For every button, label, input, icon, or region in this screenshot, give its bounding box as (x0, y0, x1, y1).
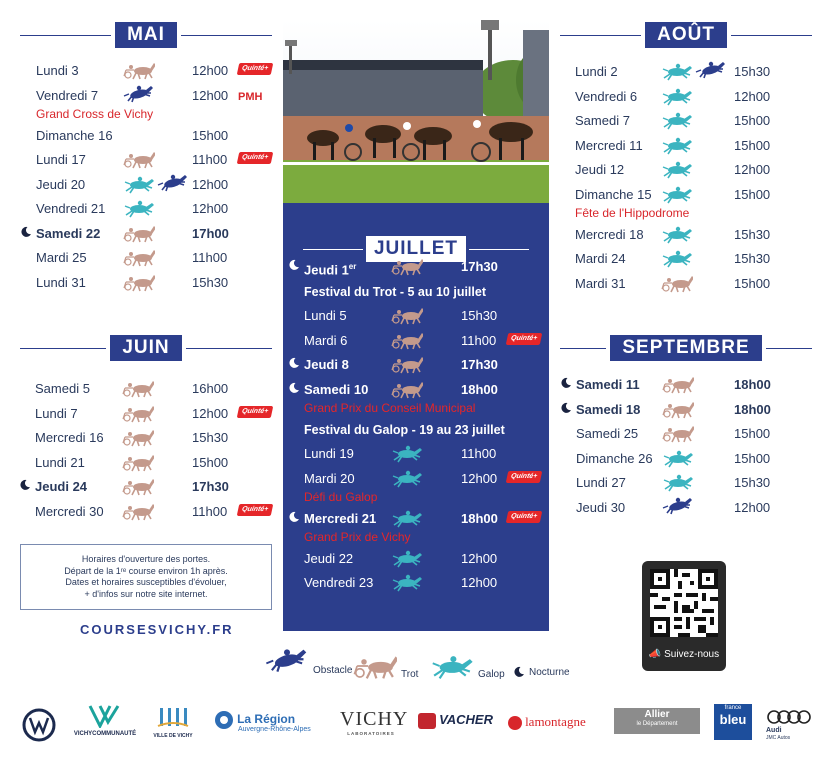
galop-icon (661, 110, 693, 130)
race-time: 18h00 (461, 381, 498, 397)
race-day: Samedi 7 (575, 113, 630, 128)
race-time: 12h00 (734, 162, 771, 177)
race-type-icons (661, 248, 693, 268)
moon-icon (19, 478, 31, 490)
month-title-juillet: JUILLET (366, 236, 466, 262)
race-row (576, 497, 812, 522)
qr-code[interactable] (650, 569, 718, 637)
race-day: Mardi 6 (304, 332, 348, 348)
race-type-icons (123, 85, 155, 105)
juillet-divider-left (303, 249, 363, 250)
race-day: Samedi 22 (36, 225, 101, 241)
galop-icon (661, 248, 693, 268)
race-row (575, 135, 811, 160)
race-type-icons (391, 330, 423, 350)
galop-icon (661, 159, 693, 179)
race-time: 15h00 (734, 275, 771, 291)
moon-icon (288, 356, 300, 368)
obstacle-icon (695, 61, 727, 81)
race-time: 15h30 (734, 475, 771, 490)
ville-de-vichy-logo (148, 704, 198, 739)
race-type-icons (662, 423, 694, 443)
race-row (304, 508, 544, 548)
race-row (575, 86, 811, 111)
race-row (36, 223, 272, 248)
moon-icon (20, 225, 32, 237)
info-line-3: Dates et horaires susceptibles d'évoluer, (65, 577, 227, 587)
month-header-juin (20, 335, 272, 361)
race-time: 11h00 (192, 250, 228, 265)
race-day: Mercredi 11 (575, 137, 643, 153)
race-day: Lundi 5 (304, 308, 347, 323)
race-day: Mercredi 16 (35, 430, 104, 445)
trot-icon (391, 305, 423, 325)
legend-nocturne-label: Nocturne (529, 667, 570, 678)
allier-text: Allier (644, 709, 670, 720)
info-line-1: Horaires d'ouverture des portes. (81, 554, 211, 564)
vichy-communaute-text: VICHYCOMMUNAUTÉ (73, 731, 137, 737)
race-day-suffix: er (348, 262, 357, 271)
race-row (575, 248, 811, 273)
schedule-juin (35, 378, 271, 525)
quinte-badge: Quinté+ (506, 333, 543, 345)
race-row (304, 330, 544, 355)
race-row (36, 149, 272, 174)
race-event: Défi du Galop (304, 489, 378, 504)
race-time: 16h00 (192, 381, 229, 396)
race-type-icons (122, 452, 154, 472)
region-sub-text: Auvergne-Rhône-Alpes (238, 726, 311, 733)
race-row (575, 110, 811, 135)
follow-us-label[interactable]: 📣 Suivez-nous (648, 649, 720, 660)
la-montagne-text: lamontagne (525, 714, 586, 729)
trot-icon (123, 149, 155, 169)
audi-sub: JMC Autos (766, 735, 791, 741)
race-type-icons (123, 247, 155, 267)
race-row (575, 184, 811, 224)
race-row (304, 468, 544, 508)
race-day: Jeudi 8 (304, 357, 349, 372)
race-row (576, 448, 812, 473)
quinte-badge: Quinté+ (506, 511, 543, 523)
race-type-icons (391, 354, 423, 374)
race-time: 15h30 (734, 64, 771, 79)
galop-icon (662, 472, 694, 492)
race-time: 15h30 (734, 251, 771, 266)
race-day: Vendredi 23 (304, 575, 374, 590)
race-day: Lundi 2 (575, 64, 618, 79)
racetrack-photo (283, 20, 549, 203)
race-type-icons (122, 476, 154, 496)
race-day: Mardi 25 (36, 250, 87, 265)
trot-icon (122, 501, 154, 521)
galop-icon (391, 508, 423, 528)
france-bleu-top: france (724, 705, 742, 711)
race-type-icons (391, 572, 423, 592)
race-row (35, 501, 271, 526)
vacher-logo (418, 712, 493, 729)
race-row (36, 198, 272, 223)
trot-icon (391, 379, 423, 399)
galop-icon (661, 86, 693, 106)
month-header-septembre (560, 335, 812, 361)
audi-logo (766, 710, 812, 741)
race-type-icons (123, 272, 155, 292)
la-montagne-logo (508, 714, 586, 730)
month-title-mai: MAI (115, 22, 177, 48)
race-day: Samedi 10 (304, 381, 369, 397)
race-type-icons (662, 399, 694, 419)
race-time: 15h00 (192, 127, 229, 143)
race-day: Lundi 19 (304, 446, 354, 461)
festival-heading (304, 419, 544, 444)
race-row (304, 443, 544, 468)
race-row (576, 423, 812, 448)
race-time: 15h30 (192, 430, 229, 445)
obstacle-icon (123, 85, 155, 105)
race-time: 12h00 (734, 499, 771, 515)
info-line-4: + d'infos sur notre site internet. (84, 588, 208, 599)
race-row (304, 305, 544, 330)
race-day: Lundi 17 (36, 152, 86, 167)
trot-icon (122, 427, 154, 447)
france-bleu-logo (714, 704, 752, 740)
pmh-label: PMH (238, 90, 263, 103)
trot-icon (123, 60, 155, 80)
race-time: 17h30 (461, 357, 498, 372)
race-row (36, 272, 272, 297)
info-line-2: Départ de la 1ʳᵉ course environ 1h après. (64, 565, 228, 576)
quinte-badge: Quinté+ (237, 406, 274, 418)
month-header-aout (560, 22, 812, 48)
trot-icon (391, 330, 423, 350)
race-type-icons (661, 224, 693, 244)
legend-obstacle-label: Obstacle (313, 665, 353, 676)
race-day: Jeudi 1er (304, 262, 357, 278)
race-type-icons (123, 223, 155, 243)
trot-icon (122, 403, 154, 423)
race-row (36, 174, 272, 199)
website-link[interactable]: COURSESVICHY.FR (80, 622, 234, 637)
galop-icon (661, 61, 693, 81)
race-time: 15h00 (734, 137, 771, 153)
race-time: 12h00 (461, 470, 498, 486)
race-row (304, 379, 544, 419)
race-event: Grand Prix du Conseil Municipal (304, 400, 476, 415)
race-type-icons (662, 472, 694, 492)
vacher-text: VACHER (439, 712, 493, 727)
race-row (36, 85, 272, 125)
race-day: Lundi 7 (35, 405, 78, 421)
galop-icon (391, 443, 423, 463)
race-day: Samedi 11 (576, 377, 640, 392)
race-time: 17h00 (192, 225, 229, 241)
trot-icon (123, 272, 155, 292)
sponsor-logos (18, 702, 818, 752)
race-time: 15h30 (192, 274, 229, 290)
race-day: Vendredi 21 (36, 201, 106, 216)
galop-icon (391, 468, 423, 488)
race-type-icons (122, 501, 154, 521)
race-type-icons (123, 60, 155, 80)
race-event: Fête de l'Hippodrome (575, 205, 690, 220)
moon-icon (288, 381, 300, 393)
galop-icon (430, 652, 474, 680)
vichy-labs-text: VICHY (340, 708, 409, 730)
race-time: 12h00 (192, 63, 229, 78)
race-type-icons (122, 378, 154, 398)
race-row (35, 378, 271, 403)
allier-sub: le Département (636, 721, 678, 727)
race-row (36, 60, 272, 85)
race-row (35, 427, 271, 452)
race-type-icons (661, 159, 693, 179)
region-text: La Région (237, 711, 296, 726)
obstacle-icon (265, 648, 309, 676)
race-day: Jeudi 12 (575, 162, 625, 177)
region-logo (214, 710, 311, 733)
trot-icon (123, 247, 155, 267)
legend (265, 648, 595, 684)
galop-icon (391, 548, 423, 568)
race-day: Jeudi 20 (36, 176, 86, 192)
race-row (575, 61, 811, 86)
legend-galop (430, 652, 505, 680)
race-event: Grand Cross de Vichy (36, 106, 154, 121)
festival-title: Festival du Galop - 19 au 23 juillet (304, 422, 505, 437)
race-day: Jeudi 30 (576, 499, 626, 515)
race-day: Dimanche 16 (36, 127, 113, 143)
obstacle-icon (662, 497, 694, 517)
race-time: 15h00 (734, 450, 771, 466)
race-time: 15h00 (734, 426, 771, 441)
race-time: 12h00 (192, 405, 229, 421)
race-type-icons (123, 174, 189, 194)
trot-icon (122, 378, 154, 398)
race-day: Dimanche 15 (575, 186, 652, 202)
race-day: Lundi 21 (35, 454, 85, 470)
moon-icon (513, 666, 525, 678)
race-day: Dimanche 26 (576, 450, 653, 466)
race-time: 18h00 (461, 510, 498, 526)
race-row (575, 159, 811, 184)
trot-icon (662, 374, 694, 394)
galop-icon (661, 184, 693, 204)
race-row (576, 472, 812, 497)
audi-text: Audi (766, 727, 782, 734)
race-day: Jeudi 24 (35, 479, 88, 494)
race-row (35, 403, 271, 428)
obstacle-icon (157, 174, 189, 194)
schedule-juillet (304, 256, 544, 597)
festival-title: Festival du Trot - 5 au 10 juillet (304, 284, 486, 299)
race-day: Mercredi 18 (575, 226, 644, 242)
moon-icon (560, 401, 572, 413)
vichy-labs-sub: LABORATOIRES (347, 731, 395, 736)
allier-logo (614, 708, 700, 734)
race-row (35, 452, 271, 477)
race-day: Mercredi 30 (35, 503, 104, 519)
moon-icon (288, 258, 300, 270)
race-day: Mardi 24 (575, 251, 626, 266)
race-type-icons (661, 86, 693, 106)
trot-icon (123, 223, 155, 243)
race-day: Vendredi 7 (36, 87, 99, 103)
trot-icon (122, 452, 154, 472)
race-day: Mercredi 21 (304, 510, 377, 526)
trot-icon (662, 423, 694, 443)
race-type-icons (662, 497, 694, 517)
ville-de-vichy-text: VILLE DE VICHY (153, 733, 193, 739)
quinte-badge: Quinté+ (237, 152, 274, 164)
race-type-icons (391, 443, 423, 463)
galop-icon (391, 572, 423, 592)
race-type-icons (123, 198, 155, 218)
race-type-icons (391, 379, 423, 399)
race-time: 11h00 (192, 152, 228, 167)
galop-icon (123, 198, 155, 218)
race-time: 12h00 (192, 176, 229, 192)
race-time: 15h00 (734, 113, 771, 128)
race-time: 17h30 (461, 259, 498, 274)
race-time: 11h00 (192, 503, 228, 519)
race-type-icons (391, 508, 423, 528)
race-row (304, 256, 544, 281)
race-row (576, 374, 812, 399)
race-row (35, 476, 271, 501)
month-title-septembre: SEPTEMBRE (610, 335, 761, 361)
race-time: 12h00 (461, 550, 498, 566)
trot-icon (391, 256, 423, 276)
france-bleu-text: bleu (719, 712, 747, 727)
follow-us-text: Suivez-nous (664, 649, 720, 660)
galop-icon (123, 174, 155, 194)
race-day: Samedi 25 (576, 426, 639, 441)
race-time: 18h00 (734, 401, 771, 417)
race-row (304, 572, 544, 597)
trot-icon (353, 652, 397, 680)
race-day: Vendredi 6 (575, 88, 638, 104)
legend-obstacle (265, 648, 352, 676)
info-box (20, 544, 272, 610)
quinte-badge: Quinté+ (506, 471, 543, 483)
race-day: Mardi 31 (575, 275, 626, 291)
race-type-icons (391, 256, 423, 276)
race-type-icons (122, 427, 154, 447)
race-type-icons (661, 273, 693, 293)
trot-icon (661, 273, 693, 293)
juillet-divider-right (469, 249, 529, 250)
trot-icon (662, 399, 694, 419)
legend-nocturne (513, 666, 570, 678)
race-type-icons (391, 305, 423, 325)
race-time: 11h00 (461, 446, 497, 461)
legend-trot-label: Trot (401, 669, 419, 680)
race-row (36, 247, 272, 272)
race-time: 15h00 (192, 454, 229, 470)
race-time: 17h30 (192, 479, 229, 494)
race-row (304, 354, 544, 379)
vichy-laboratoires-logo (340, 708, 409, 736)
race-event: Grand Prix de Vichy (304, 529, 411, 544)
race-type-icons (661, 61, 727, 81)
volkswagen-logo (22, 708, 56, 745)
race-time: 15h30 (734, 226, 771, 242)
qr-block[interactable] (642, 561, 726, 671)
race-time: 12h00 (461, 575, 498, 590)
race-type-icons (661, 110, 693, 130)
legend-trot (353, 652, 418, 680)
race-type-icons (662, 448, 694, 468)
race-time: 15h00 (734, 186, 771, 202)
schedule-aout (575, 61, 811, 297)
galop-icon (661, 224, 693, 244)
race-time: 18h00 (734, 377, 771, 392)
legend-galop-label: Galop (478, 669, 505, 680)
race-time: 11h00 (461, 332, 497, 348)
race-type-icons (391, 548, 423, 568)
vichy-communaute-logo (70, 704, 140, 737)
race-row (576, 399, 812, 424)
schedule-mai (36, 60, 272, 296)
race-row (304, 548, 544, 573)
moon-icon (288, 510, 300, 522)
moon-icon (560, 376, 572, 388)
race-time: 12h00 (192, 201, 229, 216)
race-day: Lundi 3 (36, 63, 79, 78)
race-type-icons (661, 184, 693, 204)
schedule-septembre (576, 374, 812, 521)
race-day: Samedi 18 (576, 401, 641, 417)
race-day: Lundi 31 (36, 274, 86, 290)
race-time: 15h30 (461, 308, 498, 323)
quinte-badge: Quinté+ (237, 63, 274, 75)
galop-icon (661, 135, 693, 155)
trot-icon (391, 354, 423, 374)
festival-heading (304, 281, 544, 306)
race-type-icons (122, 403, 154, 423)
race-row (575, 273, 811, 298)
race-type-icons (391, 468, 423, 488)
race-day: Jeudi 22 (304, 550, 354, 566)
race-type-icons (662, 374, 694, 394)
race-day: Lundi 27 (576, 475, 626, 490)
juillet-panel (283, 20, 549, 631)
race-time: 12h00 (192, 87, 229, 103)
race-type-icons (123, 149, 155, 169)
trot-icon (122, 476, 154, 496)
race-time: 12h00 (734, 88, 771, 104)
galop-icon (662, 448, 694, 468)
race-row (36, 125, 272, 150)
month-title-juin: JUIN (110, 335, 181, 361)
quinte-badge: Quinté+ (237, 504, 274, 516)
race-row (575, 224, 811, 249)
race-day: Mardi 20 (304, 470, 355, 486)
race-day: Samedi 5 (35, 381, 90, 396)
month-title-aout: AOÛT (645, 22, 727, 48)
race-type-icons (661, 135, 693, 155)
month-header-mai (20, 22, 272, 48)
